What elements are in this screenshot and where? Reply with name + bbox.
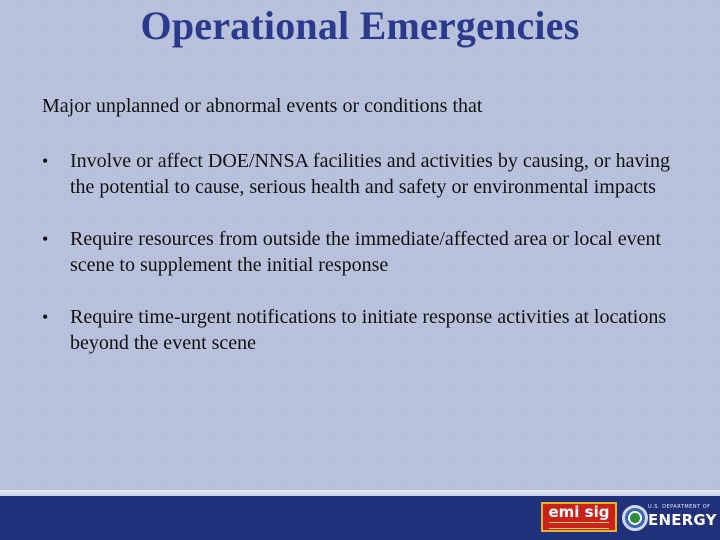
doe-seal-icon bbox=[622, 505, 648, 531]
bullet-text: Involve or affect DOE/NNSA facilities and activities by causing, or having the potential to cause, serious health and safety or environmental impacts bbox=[70, 150, 671, 198]
bullet-item-2 bbox=[30, 226, 680, 278]
bullet-list bbox=[30, 148, 680, 382]
bullet-dot: • bbox=[42, 151, 49, 171]
doe-logo-small-text: U.S. DEPARTMENT OF bbox=[648, 504, 711, 510]
bullet-item-3 bbox=[30, 304, 680, 356]
emi-sig-logo-text: emi sig bbox=[548, 503, 610, 521]
doe-logo-energy-text: ENERGY bbox=[648, 511, 717, 529]
doe-logo bbox=[648, 504, 716, 529]
emi-sig-logo bbox=[541, 502, 617, 532]
bullet-text: Require time-urgent notifications to initiate response activities at locations beyond the event scene bbox=[70, 306, 667, 354]
emi-sig-logo-subtext bbox=[549, 522, 609, 529]
bullet-item-1 bbox=[30, 148, 680, 200]
bullet-dot: • bbox=[42, 229, 49, 249]
intro-text: Major unplanned or abnormal events or conditions that bbox=[42, 95, 483, 117]
slide-title: Operational Emergencies bbox=[140, 3, 580, 48]
bullet-text: Require resources from outside the immediate/affected area or local event scene to supplement the initial response bbox=[70, 228, 662, 276]
bullet-dot: • bbox=[42, 307, 49, 327]
